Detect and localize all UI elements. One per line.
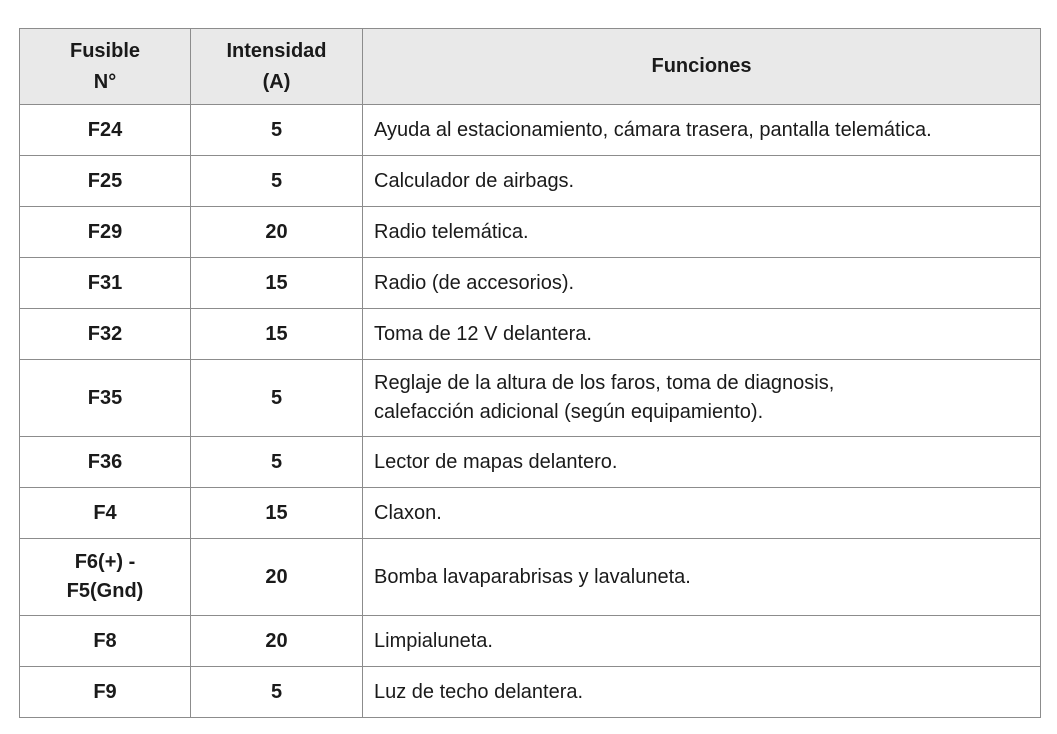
header-intensity bbox=[191, 29, 363, 105]
intensity-cell: 20 bbox=[191, 207, 363, 258]
fuse-number-cell bbox=[20, 667, 191, 718]
fuse-number-cell bbox=[20, 616, 191, 667]
functions-cell bbox=[363, 156, 1041, 207]
fuse-number-cell bbox=[20, 488, 191, 539]
function-description: calefacción adicional (según equipamiento). bbox=[374, 401, 764, 423]
intensity-cell: 5 bbox=[191, 437, 363, 488]
intensity-cell: 5 bbox=[191, 360, 363, 437]
functions-cell bbox=[363, 360, 1041, 437]
fuse-number-cell bbox=[20, 437, 191, 488]
header-functions: Funciones bbox=[363, 29, 1041, 105]
header-fuse-line: N° bbox=[93, 70, 117, 93]
fuse-number-cell bbox=[20, 105, 191, 156]
header-fuse-number bbox=[20, 29, 191, 105]
fuse-number-cell bbox=[20, 309, 191, 360]
function-description: Bomba lavaparabrisas y lavaluneta. bbox=[374, 565, 691, 588]
fuse-number: F5(Gnd) bbox=[66, 580, 144, 602]
functions-cell bbox=[363, 437, 1041, 488]
header-intensity-line: (A) bbox=[262, 70, 291, 93]
function-description: Ayuda al estacionamiento, cámara trasera, pantalla telemática. bbox=[374, 118, 932, 141]
fuse-table bbox=[19, 28, 1041, 718]
intensity-cell: 15 bbox=[191, 258, 363, 309]
fuse-number-cell bbox=[20, 207, 191, 258]
fuse-number-cell bbox=[20, 156, 191, 207]
table-row bbox=[20, 309, 1041, 360]
fuse-number: F32 bbox=[87, 322, 123, 345]
functions-cell bbox=[363, 616, 1041, 667]
table-row bbox=[20, 360, 1041, 437]
functions-cell bbox=[363, 105, 1041, 156]
function-description: Reglaje de la altura de los faros, toma de diagnosis, bbox=[374, 372, 835, 394]
function-description: Lector de mapas delantero. bbox=[374, 450, 618, 473]
fuse-number: F29 bbox=[87, 220, 123, 243]
header-intensity-line: Intensidad bbox=[226, 39, 327, 62]
fuse-number-cell bbox=[20, 539, 191, 616]
table-body bbox=[20, 105, 1041, 718]
functions-cell bbox=[363, 309, 1041, 360]
fuse-number: F9 bbox=[93, 680, 117, 703]
table-row bbox=[20, 105, 1041, 156]
table-header-row bbox=[20, 29, 1041, 105]
intensity-cell: 20 bbox=[191, 616, 363, 667]
intensity-cell: 5 bbox=[191, 667, 363, 718]
table-row bbox=[20, 539, 1041, 616]
table-row bbox=[20, 616, 1041, 667]
fuse-number: F6(+) - bbox=[74, 551, 136, 573]
function-description: Luz de techo delantera. bbox=[374, 680, 584, 703]
function-description: Radio telemática. bbox=[374, 220, 529, 243]
fuse-number: F24 bbox=[87, 118, 123, 141]
fuse-number: F35 bbox=[87, 386, 123, 409]
function-description: Calculador de airbags. bbox=[374, 169, 575, 192]
intensity-cell: 5 bbox=[191, 105, 363, 156]
table-row bbox=[20, 156, 1041, 207]
function-description: Claxon. bbox=[374, 501, 442, 524]
function-description: Radio (de accesorios). bbox=[374, 271, 575, 294]
functions-cell bbox=[363, 488, 1041, 539]
intensity-cell: 15 bbox=[191, 488, 363, 539]
fuse-number-cell bbox=[20, 360, 191, 437]
fuse-number: F36 bbox=[87, 450, 123, 473]
table-row bbox=[20, 488, 1041, 539]
intensity-cell: 15 bbox=[191, 309, 363, 360]
table-row bbox=[20, 207, 1041, 258]
intensity-cell: 5 bbox=[191, 156, 363, 207]
function-description: Toma de 12 V delantera. bbox=[374, 322, 592, 345]
intensity-cell: 20 bbox=[191, 539, 363, 616]
fuse-number: F25 bbox=[87, 169, 123, 192]
functions-cell bbox=[363, 667, 1041, 718]
fuse-number: F8 bbox=[93, 629, 117, 652]
fuse-number-cell bbox=[20, 258, 191, 309]
table-row bbox=[20, 667, 1041, 718]
functions-cell bbox=[363, 207, 1041, 258]
function-description: Limpialuneta. bbox=[374, 629, 493, 652]
table-row bbox=[20, 258, 1041, 309]
fuse-number: F31 bbox=[87, 271, 123, 294]
table-row bbox=[20, 437, 1041, 488]
fuse-number: F4 bbox=[93, 501, 117, 524]
functions-cell bbox=[363, 258, 1041, 309]
header-fuse-line: Fusible bbox=[69, 39, 140, 62]
functions-cell bbox=[363, 539, 1041, 616]
